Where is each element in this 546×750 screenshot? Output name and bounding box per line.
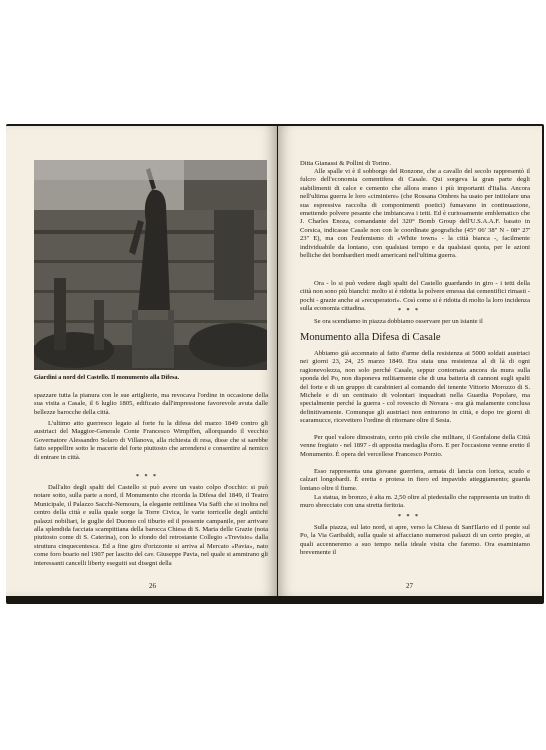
right-paragraph-1: Ditta Gianassi & Pollini di Torino. [300,160,391,167]
monument-photo [34,160,267,370]
left-paragraph-2: L'ultimo atto guerresco legato al forte fu la difesa del marzo 1849 contro gli austriaci del Maggior-Generale Conte Francesco Wimpffen, allorquando il vecchio Governatore Alessandro Solaro di Villanova, alla richiesta di resa, disse che si sarebbe fatto seppellire sotto le macerie del forte piuttosto che arrendersi e consentire al nemico di entrare in città. [34,420,268,461]
right-paragraph-3: Ora - lo si può vedere dagli spalti del Castello guardando in giro - i tetti della città non sono più bianchi: molto si è ridotta la polvere emessa dai cementifici rimasti - pochi - grazie anche ai «recuperatori». Così come si è ridotta di molto la loro incidenza sulla economia cittadina. [300,280,530,313]
section-separator: * * * [398,514,420,520]
right-paragraph-7: Esso rappresenta una giovane guerriera, armata di lancia con lorica, scudo e calzari longobardi. È eretta e protesa in fiero ed impavido atteggiamento; guarda lontano oltre il fiume. [300,468,530,492]
page-number-right: 27 [406,582,413,590]
monument-photo-image [34,160,267,370]
right-paragraph-4: Se ora scendiamo in piazza dobbiamo osservare per un istante il [314,318,483,325]
right-paragraph-5: Abbiamo già accennato al fatto d'arme della resistenza ai 5000 soldati austriaci nei giorni 23, 24, 25 marzo 1849. Era stata una resistenza al di là di ogni ragionevolezza, non solo perché Casale, seppur contornata ancora da mura sulla sponda del Po, non disponeva militarmente che di una batteria di cannoni sugli spalti del forte e di un gruppo di carabinieri al comando del tenente Vittorio Morozzo di S. Michele e di un centinaio di volontari inquadrati nella Guardia Popolare, ma specialmente perché la guerra - col rovescio di Novara - era già malamente conclusa definitivamente. Comunque gli austriaci non entrarono in città, e dopo tre giorni di scaramucce, ricevettero l'ordine di ritornare oltre il Sesia. [300,350,530,425]
left-page [6,126,277,596]
right-page [278,126,542,596]
left-paragraph-3: Dall'alto degli spalti del Castello si può avere un vasto colpo d'occhio: si può notare sotto, sulla parte a nord, il Monumento che ricorda la Difesa del 1849, il Teatro Municipale, il Palazzo Sacchi-Nemours, la elegante rettilinea Via Saffi che si inoltra nel centro della città e sulla quale sorge la Torre Civica, le varie torricelle degli antichi palazzi nobiliari, le guglie del Duomo col tiburio ed il possente campanile, per arrivare alla splendida facciata scampittiana della barocca Chiesa di S. Maria delle Grazie (nota piuttosto come di S. Caterina), con lo sfondo del retrostante Collegio «Trevisio» dalla struttura cinquecentesca. Ed a fine giro d'orizzonte si arriva al Mercato «Pavia», nato come foro boario nel 1907 per lascito del cav. Giuseppe Pavia, nel quale si ammirano gli interessanti cancelli liberty eseguiti sui disegni della [34,484,268,567]
left-paragraph-1: spazzare tutta la pianura con le sue artiglierie, ma revocava l'ordine in occasione della sua visita a Casale, il 6 luglio 1805, edificato dall'impressione favorevole avuta dalle bellezze barocche della città. [34,392,268,416]
section-separator: * * * [136,474,158,480]
section-heading: Monumento alla Difesa di Casale [300,332,441,343]
right-paragraph-8: La statua, in bronzo, è alta m. 2,50 oltre al piedestallo che rappresenta un tratto di muro sbrecciato con una stretta feritoia. [300,494,530,510]
right-paragraph-2: Alle spalle vi è il sobborgo del Ronzone, che a cavallo del secolo rappresentò il fulcro dell'economia cementifera di Casale. Qui sorgeva la gran parte degli stabilimenti di calce e cemento che allora erano i più importanti d'Italia. Ancora nell'ultima guerra le loro «ciminiere» (che Rossana Ombres ha usato per intitolare una sua espressiva raccolta di componimenti poetici) fumavano in continuazione, emettendo polvere pesante che imbiancava i tetti. Ed è curiosamente emblematico che J. Charles Enoza, comandante del 320° Bomb Group dell'U.S.A.A.F. basato in Corsica, indicasse Casale non con le coordinate geografiche (45° 06' 38'' N - 08° 27' 23'' E), ma con l'eufemismo di «White town» - la città bianca -, facilmente individuabile da lontano, con qualsiasi tempo e da qualsiasi quota, per le azioni belliche dei bombardieri medi americani nell'ultima guerra. [300,168,530,260]
page-number-left: 26 [149,582,156,590]
right-paragraph-9: Sulla piazza, sul lato nord, si apre, verso la Chiesa di Sant'Ilario ed il ponte sul Po, la Via Garibaldi, sulla quale si affacciano numerosi palazzi di un certo pregio, ai quali accenneremo a suo tempo nella ideale visita che faremo. Ora esaminiamo brevemente il [300,524,530,557]
right-paragraph-6: Per quel valore dimostrato, certo più civile che militare, il Gonfalone della Città venne fregiato - nel 1897 - di apposita medaglia d'oro. E per l'occasione venne eretto il Monumento. È opera del vercellese Francesco Porzio. [300,434,530,458]
section-separator: * * * [398,308,420,314]
photo-caption: Giardini a nord del Castello. Il monumento alla Difesa. [34,374,180,381]
